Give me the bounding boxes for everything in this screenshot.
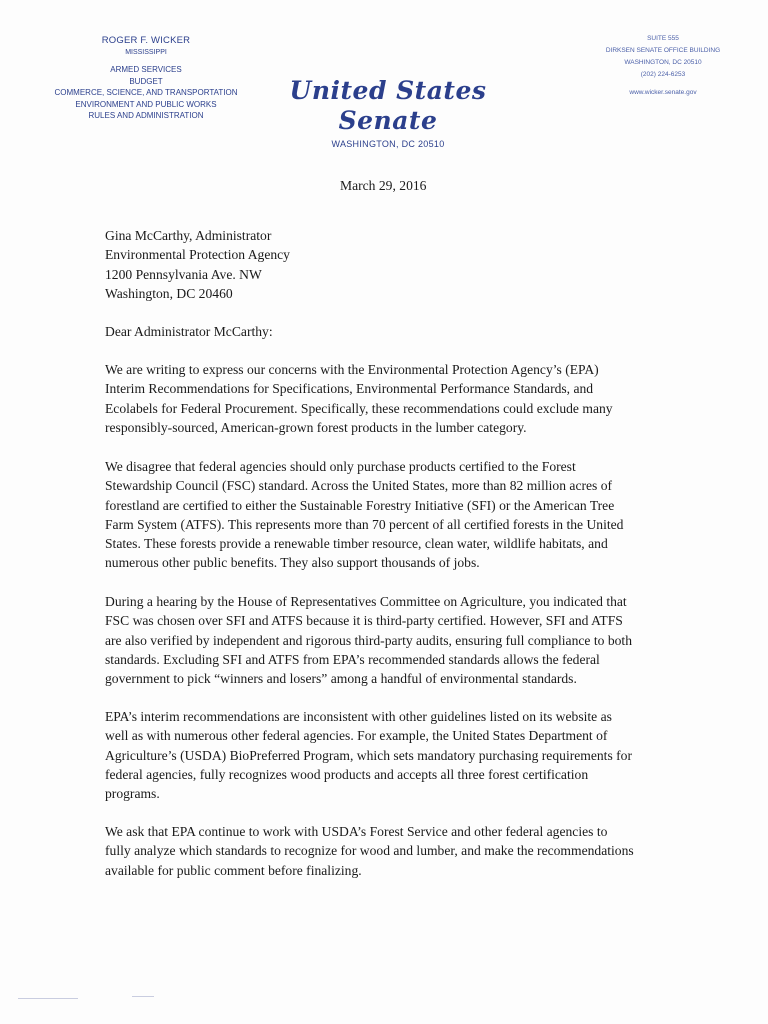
paragraph-line: Agriculture’s (USDA) BioPreferred Program, which sets mandatory purchasing requirements for — [105, 747, 632, 763]
salutation: Dear Administrator McCarthy: — [105, 324, 273, 339]
body-paragraph-1 — [105, 360, 670, 437]
letterhead-office-block — [588, 33, 738, 99]
senator-name: ROGER F. WICKER — [101, 35, 191, 46]
paragraph-line: FSC was chosen over SFI and ATFS because it is third-party certified. However, SFI and ATFS — [105, 613, 623, 629]
letterhead-senator-block — [40, 34, 252, 122]
committee-item: ENVIRONMENT AND PUBLIC WORKS — [75, 99, 217, 109]
committee-list — [40, 64, 252, 122]
paragraph-line: available for public comment before finalizing. — [105, 862, 362, 878]
paragraph-line: Stewardship Council (FSC) standard. Across the United States, more than 82 million acres of — [105, 478, 613, 494]
recipient-line: Environmental Protection Agency — [105, 247, 290, 263]
body-paragraph-2 — [105, 457, 670, 573]
committee-item: ARMED SERVICES — [110, 65, 182, 74]
committee-item: BUDGET — [129, 76, 163, 86]
body-paragraph-5 — [105, 822, 670, 880]
scan-artifact — [18, 998, 78, 999]
institution-name: United States Senate — [289, 76, 487, 135]
paragraph-line: standards. Excluding SFI and ATFS from EPA’s recommended standards allows the federal — [105, 651, 600, 667]
paragraph-line: We ask that EPA continue to work with USDA’s Forest Service and other federal agencies to — [105, 824, 608, 839]
recipient-line: Washington, DC 20460 — [105, 285, 233, 301]
paragraph-line: are also verified by independent and rigorous third-party audits, ensuring full compliance to both — [105, 632, 632, 648]
paragraph-line: States. These forests provide a renewable timber resource, clean water, wildlife habitats, and — [105, 536, 608, 552]
recipient-line: Gina McCarthy, Administrator — [105, 228, 272, 243]
paragraph-line: responsibly-sourced, American-grown forest products in the lumber category. — [105, 419, 527, 435]
paragraph-line: Interim Recommendations for Specifications, Environmental Performance Standards, and — [105, 381, 594, 397]
letterhead-institution — [250, 76, 526, 149]
body-paragraph-3 — [105, 592, 670, 688]
office-building: DIRKSEN SENATE OFFICE BUILDING — [605, 47, 721, 54]
institution-city: WASHINGTON, DC 20510 — [331, 139, 445, 149]
letter-date: March 29, 2016 — [340, 178, 427, 193]
paragraph-line: programs. — [105, 786, 160, 802]
paragraph-line: Ecolabels for Federal Procurement. Specifically, these recommendations could exclude many — [105, 400, 613, 416]
office-website: www.wicker.senate.gov — [629, 89, 697, 96]
recipient-line: 1200 Pennsylvania Ave. NW — [105, 266, 262, 282]
paragraph-line: We are writing to express our concerns with the Environmental Protection Agency’s (EPA) — [105, 362, 599, 377]
paragraph-line: federal agencies, fully recognizes wood products and accepts all three forest certification — [105, 766, 589, 782]
committee-item: COMMERCE, SCIENCE, AND TRANSPORTATION — [54, 88, 238, 97]
office-city: WASHINGTON, DC 20510 — [624, 59, 702, 66]
paragraph-line: EPA’s interim recommendations are inconsistent with other guidelines listed on its website as — [105, 709, 612, 724]
body-paragraph-4 — [105, 707, 670, 803]
paragraph-line: government to pick “winners and losers” among a handful of environmental standards. — [105, 671, 577, 687]
paragraph-line: fully analyze which standards to recognize for wood and lumber, and make the recommendations — [105, 843, 634, 859]
paragraph-line: During a hearing by the House of Representatives Committee on Agriculture, you indicated that — [105, 594, 627, 609]
paragraph-line: We disagree that federal agencies should only purchase products certified to the Forest — [105, 459, 576, 474]
recipient-address — [105, 226, 290, 303]
paragraph-line: Farm System (ATFS). This represents more than 70 percent of all certified forests in the United — [105, 516, 624, 532]
office-phone: (202) 224-6253 — [640, 71, 686, 78]
paragraph-line: numerous other public benefits. They also support thousands of jobs. — [105, 555, 480, 571]
committee-item: RULES AND ADMINISTRATION — [88, 111, 204, 120]
office-suite: SUITE 555 — [647, 35, 679, 42]
paragraph-line: well as with numerous other federal agencies. For example, the United States Department of — [105, 728, 608, 744]
scan-artifact — [132, 996, 154, 997]
paragraph-line: forestland are certified to either the Sustainable Forestry Initiative (SFI) or the American Tree — [105, 497, 615, 513]
senator-state: MISSISSIPPI — [125, 49, 167, 56]
